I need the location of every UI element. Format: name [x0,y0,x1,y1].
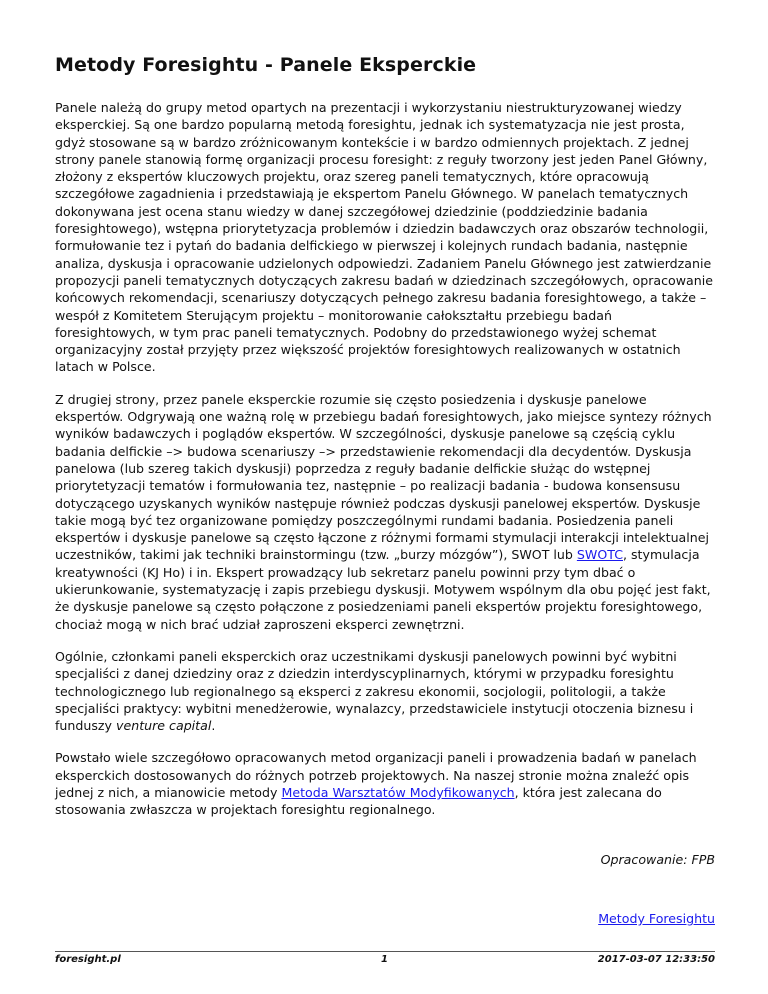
swotc-link[interactable]: SWOTC [576,547,623,563]
back-link-container [598,911,715,926]
footer-site: foresight.pl [55,954,121,965]
paragraph-text: Ogólnie, członkami paneli eksperckich oraz uczestnikami dyskusji panelowych powinni być wybitni specjaliści z danej dziedziny oraz z dziedzin interdyscyplinarnych, którymi w przypadku foresightu technologicznego lub regionalnego są eksperci z zakresu ekonomii, socjologii, politologii, a także specjaliści praktycy: wybitni menedżerowie, wynalazcy, przedstawiciele instytucji otoczenia biznesu i funduszy [55,648,694,734]
footer-divider [55,951,715,952]
paragraph-panels-intro: Panele należą do grupy metod opartych na prezentacji i wykorzystaniu niestrukturyzowanej wiedzy eksperckiej. Są one bardzo popularną metodą foresightu, jednak ich systematyzacja nie jest prosta, gdyż stosowane są w bardzo zróżnicowanym kontekście i w bardzo odmiennych projektach. Z jednej strony panele stanowią formę organizacji procesu foresight: z reguły tworzony jest jeden Panel Główny, złożony z ekspertów kluczowych projektu, oraz szereg paneli tematycznych, które opracowują szczegółowe zagadnienia i przedstawiają je ekspertom Panelu Głównego. W panelach tematycznych dokonywana jest ocena stanu wiedzy w danej szczegółowej dziedzinie (poddziedzinie badania foresightowego), wstępna priorytetyzacja problemów i dziedzin badawczych oraz obszarów technologii, formułowanie tez i pytań do badania delfickiego w pierwszej i kolejnych rundach badania, następnie analiza, dyskusja i opracowanie udzielonych odpowiedzi. Zadaniem Panelu Głównego jest zatwierdzanie propozycji paneli tematycznych dotyczących zakresu badań w dziedzinach szczegółowych, opracowanie końcowych rekomendacji, scenariuszy dotyczących pełnego zakresu badania foresightowego, a także – wespół z Komitetem Sterującym projektu – monitorowanie całokształtu przebiegu badań foresightowych, w tym prac paneli tematycznych. Podobny do przedstawionego wyżej schemat organizacyjny został przyjęty przez większość projektów foresightowych realizowanych w ostatnich latach w Polsce. [55,100,713,375]
paragraph-text: Powstało wiele szczegółowo opracowanych metod organizacji paneli i prowadzenia badań w panelach eksperckich dostosowanych do różnych potrzeb projektowych. Na naszej stronie można znaleźć opis jednej z nich, a mianowicie metody [55,750,697,800]
paragraph-panel-discussions [55,391,715,633]
paragraph-methods [55,749,715,818]
paragraph-text: , która jest zalecana do stosowania zwłaszcza w projektach foresightu regionalnego. [55,784,662,818]
footer-timestamp: 2017-03-07 12:33:50 [597,954,715,965]
modified-workshops-link[interactable]: Metoda Warsztatów Modyfikowanych [281,784,515,800]
venture-capital-term: venture capital [116,718,212,734]
document-page [55,0,715,994]
page-title: Metody Foresightu - Panele Eksperckie [55,54,477,76]
article-body [55,99,715,834]
paragraph-text: Z drugiej strony, przez panele eksperckie rozumie się często posiedzenia i dyskusje panelowe ekspertów. Odgrywają one ważną rolę w przebiegu badań foresightowych, jako miejsce syntezy różnych wyników badawczych i poglądów ekspertów. W szczególności, dyskusje panelowe są częścią cyklu badania delfickie –> budowa scenariuszy –> przedstawienie rekomendacji dla decydentów. Dyskusja panelowa (lub szereg takich dyskusji) poprzedza z reguły badanie delfickie służąc do wstępnej priorytetyzacji tematów i formułowania tez, następnie – po realizacji badania - budowa konsensusu dotyczącego uzyskanych wyników następuje również podczas dyskusji panelowej ekspertów. Dyskusje takie mogą być tez organizowane pomiędzy poszczególnymi rundami badania. Posiedzenia paneli ekspertów i dyskusje panelowe są często łączone z różnymi formami stymulacji interakcji intelektualnej uczestników, takimi jak techniki brainstormingu (tzw. „burzy mózgów”), SWOT lub [55,391,712,563]
paragraph-text: , stymulacja kreatywności (KJ Ho) i in. Ekspert prowadzący lub sekretarz panelu powinni przy tym dbać o ukierunkowanie, systematyzację i zapis przebiegu dyskusji. Motywem wspólnym dla obu pojęć jest fakt, że dyskusje panelowe są często połączone z posiedzeniami paneli ekspertów projektu foresightowego, chociaż mogą w nich brać udział zaproszeni eksperci zewnętrzni. [55,547,711,632]
footer-page-number: 1 [381,954,388,965]
foresight-methods-link[interactable]: Metody Foresightu [598,911,715,926]
author-credit: Opracowanie: FPB [600,852,715,867]
page-footer [55,954,715,968]
paragraph-panel-members [55,648,715,734]
paragraph-text: . [211,718,216,734]
